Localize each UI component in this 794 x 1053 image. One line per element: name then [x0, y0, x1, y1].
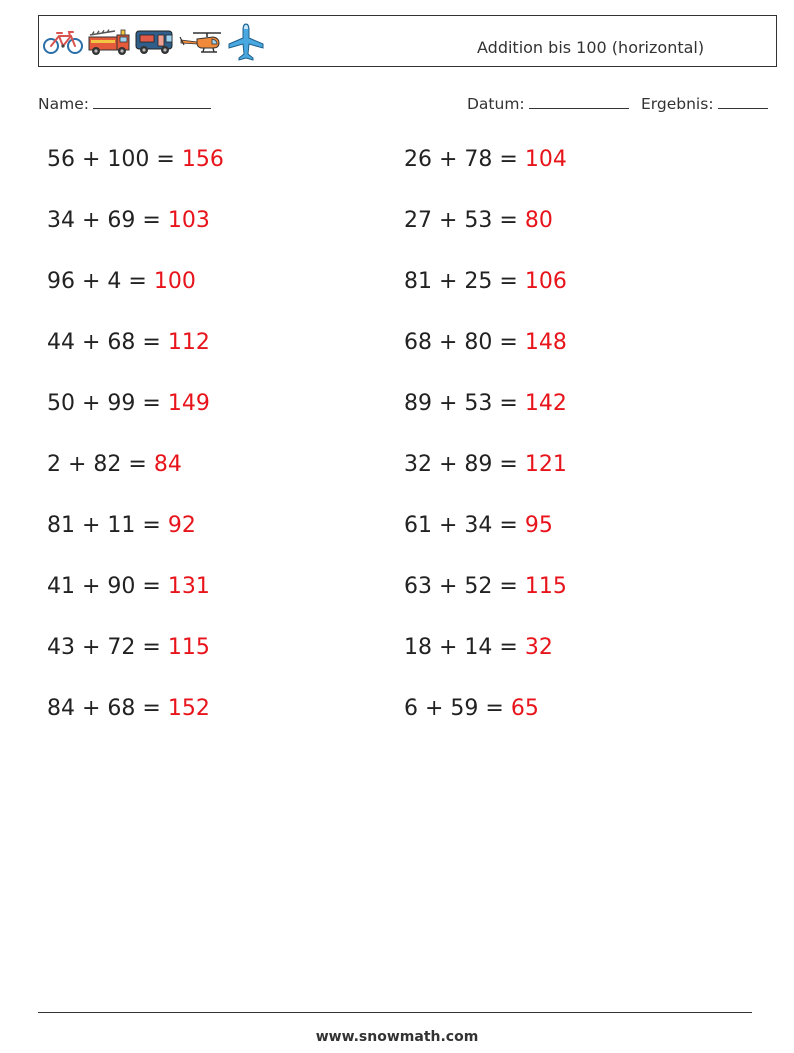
result-label: Ergebnis: [641, 95, 714, 113]
problem-right-1 [404, 147, 567, 172]
problem-left-1 [47, 147, 224, 172]
problem-left-9 [47, 635, 210, 660]
problem-expression: 84 + 68 = [47, 696, 161, 721]
problem-expression: 43 + 72 = [47, 635, 161, 660]
date-field [467, 94, 629, 113]
problem-answer: 103 [167, 208, 210, 233]
problem-answer: 32 [524, 635, 553, 660]
name-field [38, 94, 211, 113]
problem-left-2 [47, 208, 210, 233]
problem-answer: 156 [181, 147, 224, 172]
header-icons [42, 22, 266, 62]
problem-answer: 80 [524, 208, 553, 233]
problem-expression: 27 + 53 = [404, 208, 518, 233]
problem-answer: 131 [167, 574, 210, 599]
problem-right-6 [404, 452, 567, 477]
problem-answer: 95 [524, 513, 553, 538]
problem-answer: 112 [167, 330, 210, 355]
footer-url: www.snowmath.com [315, 1029, 479, 1045]
problem-right-10 [404, 696, 539, 721]
problem-answer: 152 [167, 696, 210, 721]
problem-right-4 [404, 330, 567, 355]
problem-right-5 [404, 391, 567, 416]
result-field [641, 94, 768, 113]
helicopter-icon [179, 27, 223, 57]
problem-answer: 92 [167, 513, 196, 538]
problem-expression: 6 + 59 = [404, 696, 504, 721]
problem-expression: 41 + 90 = [47, 574, 161, 599]
problem-expression: 96 + 4 = [47, 269, 147, 294]
problem-answer: 115 [167, 635, 210, 660]
problem-expression: 81 + 25 = [404, 269, 518, 294]
problem-answer: 121 [524, 452, 567, 477]
problem-expression: 44 + 68 = [47, 330, 161, 355]
bicycle-icon [42, 28, 84, 56]
fire-truck-icon [87, 27, 131, 57]
problem-expression: 50 + 99 = [47, 391, 161, 416]
problem-left-5 [47, 391, 210, 416]
name-label: Name: [38, 95, 89, 113]
problem-expression: 26 + 78 = [404, 147, 518, 172]
problem-left-8 [47, 574, 210, 599]
problem-answer: 148 [524, 330, 567, 355]
problem-right-9 [404, 635, 553, 660]
camper-van-icon [134, 27, 176, 57]
result-blank [718, 94, 768, 109]
date-blank [529, 94, 629, 109]
worksheet-header [38, 15, 777, 67]
problem-expression: 81 + 11 = [47, 513, 161, 538]
problem-expression: 56 + 100 = [47, 147, 175, 172]
problem-expression: 18 + 14 = [404, 635, 518, 660]
problem-answer: 65 [510, 696, 539, 721]
problem-answer: 106 [524, 269, 567, 294]
problem-expression: 34 + 69 = [47, 208, 161, 233]
problem-left-10 [47, 696, 210, 721]
worksheet-title: Addition bis 100 (horizontal) [477, 38, 705, 57]
problem-expression: 61 + 34 = [404, 513, 518, 538]
problem-left-7 [47, 513, 196, 538]
airplane-icon [226, 22, 266, 62]
problem-answer: 104 [524, 147, 567, 172]
footer-divider [38, 1012, 752, 1013]
problem-answer: 84 [153, 452, 182, 477]
name-blank [93, 94, 211, 109]
problem-right-7 [404, 513, 553, 538]
problem-left-3 [47, 269, 196, 294]
problem-left-6 [47, 452, 182, 477]
problem-right-3 [404, 269, 567, 294]
problem-answer: 142 [524, 391, 567, 416]
problem-expression: 68 + 80 = [404, 330, 518, 355]
problem-right-2 [404, 208, 553, 233]
problem-expression: 2 + 82 = [47, 452, 147, 477]
problem-answer: 100 [153, 269, 196, 294]
problem-expression: 32 + 89 = [404, 452, 518, 477]
problem-left-4 [47, 330, 210, 355]
problem-right-8 [404, 574, 567, 599]
problem-answer: 149 [167, 391, 210, 416]
date-label: Datum: [467, 95, 525, 113]
problem-expression: 63 + 52 = [404, 574, 518, 599]
problem-answer: 115 [524, 574, 567, 599]
problem-expression: 89 + 53 = [404, 391, 518, 416]
